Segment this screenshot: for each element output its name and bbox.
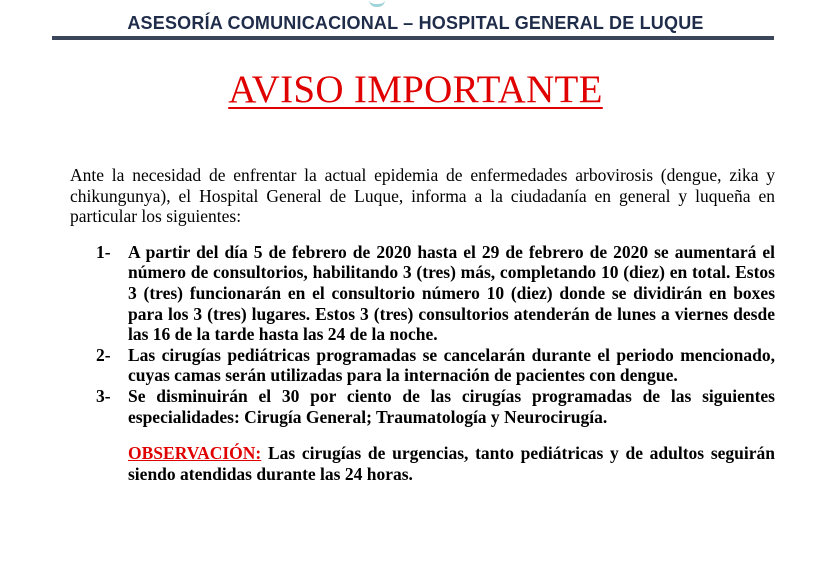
list-item-text: Las cirugías pediátricas programadas se cancelarán durante el periodo mencionado, cuyas camas serán utilizadas para la internación de pacientes con dengue. <box>128 344 775 386</box>
list-item-text: Se disminuirán el 30 por ciento de las cirugías programadas de las siguientes especialidades: Cirugía General; Traumatología y Neurocirugía. <box>128 385 775 427</box>
list-item-number: 1- <box>96 241 111 262</box>
notice-intro: Ante la necesidad de enfrentar la actual epidemia de enfermedades arbovirosis (dengue, zika y chikungunya), el Hospital General de Luque, informa a la ciudadanía en general y luqueña en particular los siguientes: <box>70 165 775 227</box>
logo-mark <box>369 0 385 7</box>
header-title: ASESORÍA COMUNICACIONAL – HOSPITAL GENERAL DE LUQUE <box>127 13 704 33</box>
list-item <box>70 242 775 345</box>
list-item <box>70 386 775 427</box>
header-divider <box>52 36 774 40</box>
observation-text: Las cirugías de urgencias, tanto pediátricas y de adultos seguirán siendo atendidas durante las 24 horas. <box>128 443 775 484</box>
list-item-number: 3- <box>96 385 111 406</box>
list-item-number: 2- <box>96 344 111 365</box>
notice-list <box>70 242 775 427</box>
observation-label: OBSERVACIÓN: <box>128 443 262 464</box>
notice-body <box>70 165 775 484</box>
list-item <box>70 345 775 386</box>
list-item-text: A partir del día 5 de febrero de 2020 hasta el 29 de febrero de 2020 se aumentará el número de consultorios, habilitando 3 (tres) más, completando 10 (diez) en total. Estos 3 (tres) funcionarán en el consultorio número 10 (diez) donde se dividirán en boxes para los 3 (tres) lugares. Estos 3 (tres) consultorios atenderán de lunes a viernes desde las 16 de la tarde hasta las 24 de la noche. <box>128 241 775 345</box>
notice-title: AVISO IMPORTANTE <box>228 68 603 111</box>
observation <box>128 443 775 484</box>
